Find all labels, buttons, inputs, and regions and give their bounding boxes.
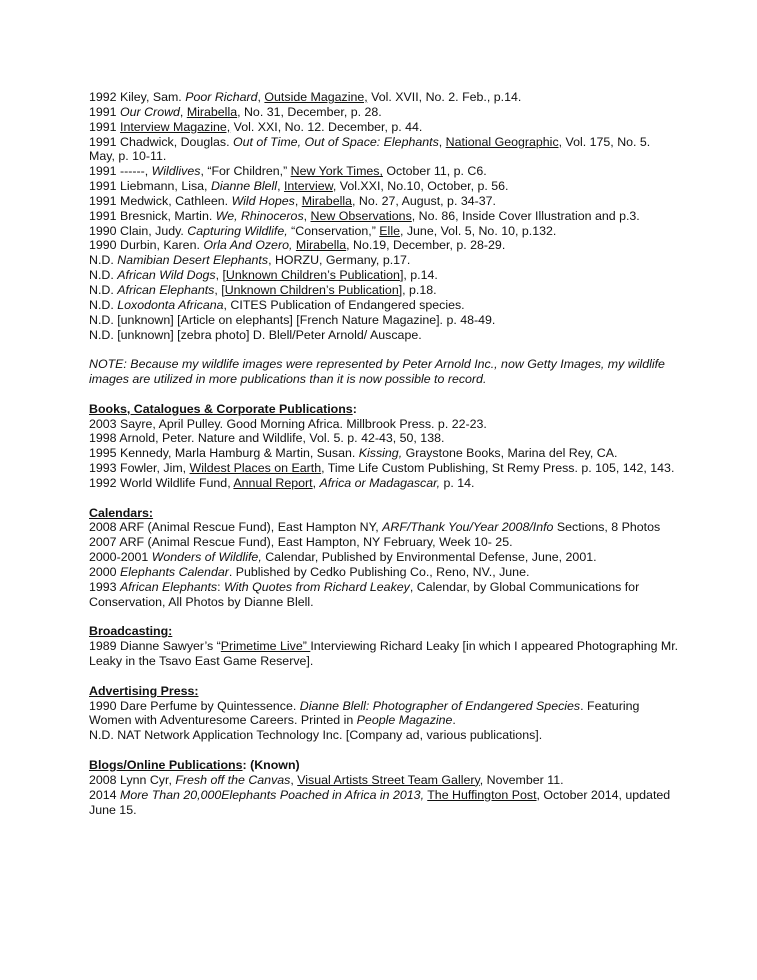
- entry-text: , Vol.XXI, No.10, October, p. 56.: [332, 179, 509, 194]
- entry-text: ,: [438, 134, 446, 149]
- entry-text: 1993: [89, 579, 121, 594]
- entry-text: 2000-2001: [89, 550, 152, 565]
- entry-title: African Elephants: [120, 579, 218, 594]
- books-heading: Books, Catalogues & Corporate Publications: [89, 401, 353, 416]
- entry-text: , HORZU, Germany, p.17.: [268, 253, 411, 268]
- entry-text: 1991 ------,: [89, 164, 152, 179]
- entry-publication: Annual Report: [233, 475, 313, 490]
- entry: [89, 565, 679, 580]
- entry-text: Graystone Books, Marina del Rey, CA.: [402, 446, 618, 461]
- entry: [89, 253, 679, 268]
- entry: [89, 550, 679, 565]
- entry-publication: Outside Magazine,: [264, 90, 368, 104]
- entry-publication: Unknown Children’s Publication: [225, 268, 400, 283]
- entry: [89, 120, 679, 135]
- entry-title: Poor Richard: [185, 90, 258, 104]
- books-section: [89, 402, 679, 491]
- calendars-list: [89, 520, 679, 609]
- entry: [89, 164, 679, 179]
- entry-publication: Unknown Children’s Publication: [224, 282, 399, 297]
- entry-text: 1990 Dare Perfume by Quintessence.: [89, 698, 300, 713]
- entry-text: 1998 Arnold, Peter. Nature and Wildlife, Vol. 5. p. 42-43, 50, 138.: [89, 431, 445, 446]
- entry-title: Dianne Blell: Photographer of Endangered Species: [299, 698, 581, 713]
- entry-title: Wild Hopes: [231, 193, 295, 208]
- entry-title: Capturing Wildlife,: [187, 223, 288, 238]
- entry-title: Orla And Ozero,: [203, 238, 293, 253]
- entry-text: 1991 Bresnick, Martin.: [89, 208, 216, 223]
- blogs-list: [89, 773, 679, 818]
- advertising-heading: Advertising Press:: [89, 683, 199, 698]
- entry: [89, 313, 679, 328]
- advertising-list: [89, 699, 679, 744]
- entry-text: June, Vol. 5, No. 10, p.132.: [403, 223, 557, 238]
- spacer: [89, 610, 679, 625]
- entry-text: Interviewing Richard Leaky [in which I appeared Photographing Mr. Leaky in the Tsavo East Game Reserve].: [89, 639, 679, 669]
- entry-text: ,: [179, 104, 187, 119]
- entry-title: African Wild Dogs: [117, 268, 216, 283]
- entry-publication: Primetime Live”: [220, 639, 311, 654]
- entry-text: Calendar, Published by Environmental Defense, June, 2001.: [261, 550, 597, 565]
- entry-text: October 11, p. C6.: [382, 164, 487, 179]
- entry-publication: Mirabella: [295, 238, 347, 253]
- blogs-section: [89, 758, 679, 817]
- entry-text: ,: [277, 179, 284, 194]
- entry-title: ARF/Thank You/Year 2008/Info: [382, 520, 554, 535]
- entry-text: “Conservation,”: [287, 223, 380, 238]
- entry-text: ,: [257, 90, 265, 104]
- entry-text: 2000: [89, 565, 121, 579]
- entry-text: , No.19, December, p. 28-29.: [346, 238, 506, 253]
- entry-text: 2008 ARF (Animal Rescue Fund), East Hampton NY,: [89, 520, 383, 535]
- entry-title: Out of Time, Out of Space: Elephants: [232, 134, 439, 149]
- entry-text: N.D. NAT Network Application Technology Inc. [Company ad, various publications].: [89, 728, 543, 743]
- blogs-heading-suffix: : (Known): [242, 757, 300, 772]
- entry: [89, 431, 679, 446]
- entry-text: 1989 Dianne Sawyer’s “: [89, 639, 221, 654]
- entry-text: ,: [312, 475, 320, 490]
- entry: [89, 224, 679, 239]
- entry-text: , November 11.: [479, 772, 564, 787]
- entry-title: Namibian Desert Elephants: [117, 253, 269, 268]
- entry-text: , October 2014, updated June 15.: [89, 787, 671, 817]
- entry: [89, 179, 679, 194]
- entry-text: , Time Life Custom Publishing, St Remy Press. p. 105, 142, 143.: [321, 461, 675, 476]
- entry-text: , No. 31, December, p. 28.: [237, 104, 382, 119]
- entry-text: Vol. 175, No. 5. May, p. 10-11.: [89, 134, 651, 164]
- entry-text: 1991: [89, 119, 121, 134]
- entry: [89, 773, 679, 788]
- entry-text: N.D.: [89, 253, 118, 268]
- entry: [89, 476, 679, 491]
- entry-title: Dianne Blell: [210, 179, 278, 194]
- entry-publication: The Huffington Post: [427, 787, 537, 802]
- entry-text: Sections, 8 Photos: [553, 520, 661, 535]
- entry: [89, 788, 679, 818]
- spacer: [89, 342, 679, 357]
- entry-title: With Quotes from Richard Leakey: [224, 579, 410, 594]
- entry-text: , No. 27, August, p. 34-37.: [352, 193, 496, 208]
- entry: [89, 728, 679, 743]
- entry-text: 1991 Medwick, Cathleen.: [89, 193, 232, 208]
- entry: [89, 580, 679, 610]
- entry: [89, 535, 679, 550]
- entry-text: ,: [294, 193, 302, 208]
- blogs-heading: Blogs/Online Publications: [89, 757, 243, 772]
- entry-title: Africa or Madagascar,: [319, 475, 441, 490]
- entry-text: . Published by Cedko Publishing Co., Reno, NV., June.: [228, 565, 530, 579]
- entry-text: N.D. [unknown] [Article on elephants] [French Nature Magazine]. p. 48-49.: [89, 312, 496, 327]
- entry-publication: New Observations: [310, 208, 412, 223]
- entry: [89, 90, 679, 105]
- entry-publication: New York Times,: [290, 164, 383, 179]
- entry-text: 1995 Kennedy, Marla Hamburg & Martin, Susan.: [89, 446, 359, 461]
- broadcasting-section: [89, 624, 679, 669]
- books-heading-suffix: :: [352, 401, 357, 416]
- entry-title: Loxodonta Africana: [117, 297, 224, 312]
- broadcasting-list: [89, 639, 679, 669]
- spacer: [89, 669, 679, 684]
- entry-title: People Magazine: [356, 713, 453, 728]
- entry-text: 2014: [89, 787, 121, 802]
- entry-title: More Than 20,000Elephants Poached in Africa in 2013,: [120, 787, 425, 802]
- books-list: [89, 417, 679, 491]
- entry: [89, 328, 679, 343]
- entry-text: :: [217, 579, 225, 594]
- entry-publication: Mirabella: [301, 193, 352, 208]
- entry-text: 1992 World Wildlife Fund,: [89, 475, 234, 490]
- entry-title: Fresh off the Canvas: [175, 772, 291, 787]
- entry: [89, 461, 679, 476]
- entry-text: 2008 Lynn Cyr,: [89, 772, 176, 787]
- entry-text: .: [452, 713, 456, 728]
- entry-text: 1992 Kiley, Sam.: [89, 90, 186, 104]
- entry: [89, 268, 679, 283]
- entry-text: , No. 86, Inside Cover Illustration and p.3.: [411, 208, 640, 223]
- entry-text: , CITES Publication of Endangered species.: [223, 297, 465, 312]
- broadcasting-heading: Broadcasting:: [89, 624, 173, 639]
- entry-text: ], p.18.: [398, 282, 437, 297]
- entry-title: We, Rhinoceros: [215, 208, 304, 223]
- entry-text: ,: [290, 772, 298, 787]
- entry-text: 1991 Chadwick, Douglas.: [89, 134, 233, 149]
- publications-list: [89, 90, 679, 342]
- entry-text: Vol. XXI, No. 12. December, p. 44.: [230, 119, 423, 134]
- entry: [89, 298, 679, 313]
- entry-publication: National Geographic,: [445, 134, 563, 149]
- calendars-section: [89, 506, 679, 610]
- note-text: NOTE: Because my wildlife images were represented by Peter Arnold Inc., now Getty Images, my wildlife images are utilized in more publications than it is now possible to record.: [89, 357, 665, 387]
- entry-publication: Elle,: [379, 223, 404, 238]
- entry-text: N.D.: [89, 282, 118, 297]
- entry: [89, 446, 679, 461]
- entry: [89, 105, 679, 120]
- entry-publication: Visual Artists Street Team Gallery: [297, 772, 480, 787]
- entry: [89, 194, 679, 209]
- calendars-heading: Calendars:: [89, 505, 154, 520]
- entry: [89, 417, 679, 432]
- entry-publication: Interview Magazine,: [120, 119, 231, 134]
- entry-title: Kissing,: [358, 446, 403, 461]
- entry: [89, 209, 679, 224]
- entry-text: 1991: [89, 104, 121, 119]
- entry-text: 2007 ARF (Animal Rescue Fund), East Hampton, NY February, Week 10- 25.: [89, 535, 513, 550]
- entry-title: Wildlives: [151, 164, 201, 179]
- document-page: [89, 90, 679, 817]
- entry-text: N.D.: [89, 268, 118, 283]
- advertising-section: [89, 684, 679, 743]
- entry-publication: Mirabella: [186, 104, 238, 119]
- entry-text: N.D. [unknown] [zebra photo] D. Blell/Peter Arnold/ Auscape.: [89, 327, 422, 342]
- entry-text: 1990 Durbin, Karen.: [89, 238, 204, 253]
- entry-title: Our Crowd: [120, 104, 180, 119]
- entry-text: , Calendar, by Global Communications for Conservation, All Photos by Dianne Blell.: [89, 579, 640, 609]
- entry-text: Vol. XVII, No. 2. Feb., p.14.: [367, 90, 522, 104]
- entry-text: N.D.: [89, 297, 118, 312]
- entry-title: Elephants Calendar: [120, 565, 229, 579]
- entry: [89, 238, 679, 253]
- wildlife-note: [89, 357, 679, 387]
- entry-text: , “For Children,”: [200, 164, 291, 179]
- entry-text: 1991 Liebmann, Lisa,: [89, 179, 211, 194]
- entry-text: , [: [215, 268, 226, 283]
- entry: [89, 135, 679, 165]
- entry-text: , [: [214, 282, 225, 297]
- entry-title: African Elephants: [117, 282, 215, 297]
- entry-text: ,: [303, 208, 311, 223]
- entry-text: 1990 Clain, Judy.: [89, 223, 188, 238]
- entry-publication: Interview: [283, 179, 333, 194]
- entry: [89, 520, 679, 535]
- entry: [89, 283, 679, 298]
- spacer: [89, 491, 679, 506]
- entry-text: 2003 Sayre, April Pulley. Good Morning Africa. Millbrook Press. p. 22-23.: [89, 416, 487, 431]
- entry-text: ], p.14.: [399, 268, 438, 283]
- entry-title: Wonders of Wildlife,: [151, 550, 262, 565]
- spacer: [89, 743, 679, 758]
- entry-text: p. 14.: [440, 475, 475, 490]
- spacer: [89, 387, 679, 402]
- entry-publication: Wildest Places on Earth: [189, 461, 322, 476]
- entry: [89, 639, 679, 669]
- entry: [89, 699, 679, 729]
- entry-text: 1993 Fowler, Jim,: [89, 461, 190, 476]
- entry-text: . Featuring Women with Adventuresome Careers. Printed in: [89, 698, 640, 728]
